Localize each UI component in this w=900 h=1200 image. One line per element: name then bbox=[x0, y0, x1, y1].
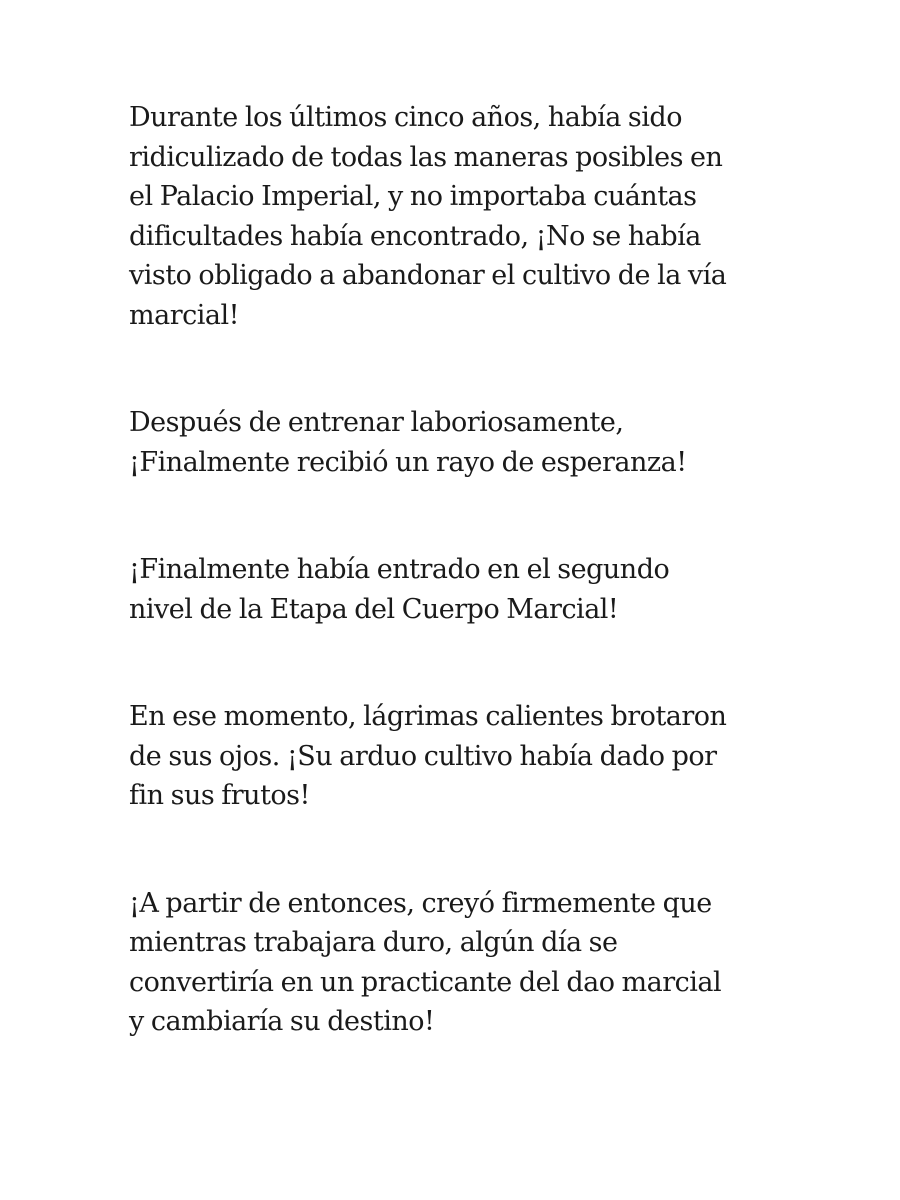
text-body bbox=[129, 98, 789, 1110]
text-line: de sus ojos. ¡Su arduo cultivo había dado por bbox=[129, 740, 717, 772]
text-line: ¡Finalmente recibió un rayo de esperanza! bbox=[129, 446, 687, 478]
text-line: y cambiaría su destino! bbox=[129, 1006, 435, 1037]
text-line: visto obligado a abandonar el cultivo de la vía bbox=[129, 260, 727, 291]
paragraph-4 bbox=[129, 697, 789, 816]
text-line: marcial! bbox=[129, 299, 239, 331]
text-line: fin sus frutos! bbox=[129, 780, 310, 811]
text-line: convertiría en un practicante del dao marcial bbox=[129, 966, 722, 998]
text-line: ridiculizado de todas las maneras posibles en bbox=[129, 141, 723, 173]
text-line: Durante los últimos cinco años, había sido bbox=[129, 102, 682, 133]
paragraph-2 bbox=[129, 403, 789, 482]
text-line: ¡A partir de entonces, creyó firmemente que bbox=[129, 887, 712, 919]
text-line: el Palacio Imperial, y no importaba cuántas bbox=[129, 181, 697, 212]
text-line: dificultades había encontrado, ¡No se había bbox=[129, 220, 701, 252]
text-line: mientras trabajara duro, algún día se bbox=[129, 927, 618, 958]
paragraph-3 bbox=[129, 550, 789, 629]
text-line: ¡Finalmente había entrado en el segundo bbox=[129, 554, 670, 585]
text-line: En ese momento, lágrimas calientes brotaron bbox=[129, 701, 727, 732]
paragraph-5 bbox=[129, 884, 789, 1042]
text-line: Después de entrenar laboriosamente, bbox=[129, 407, 624, 438]
paragraph-1 bbox=[129, 98, 789, 335]
text-line: nivel de la Etapa del Cuerpo Marcial! bbox=[129, 593, 619, 625]
